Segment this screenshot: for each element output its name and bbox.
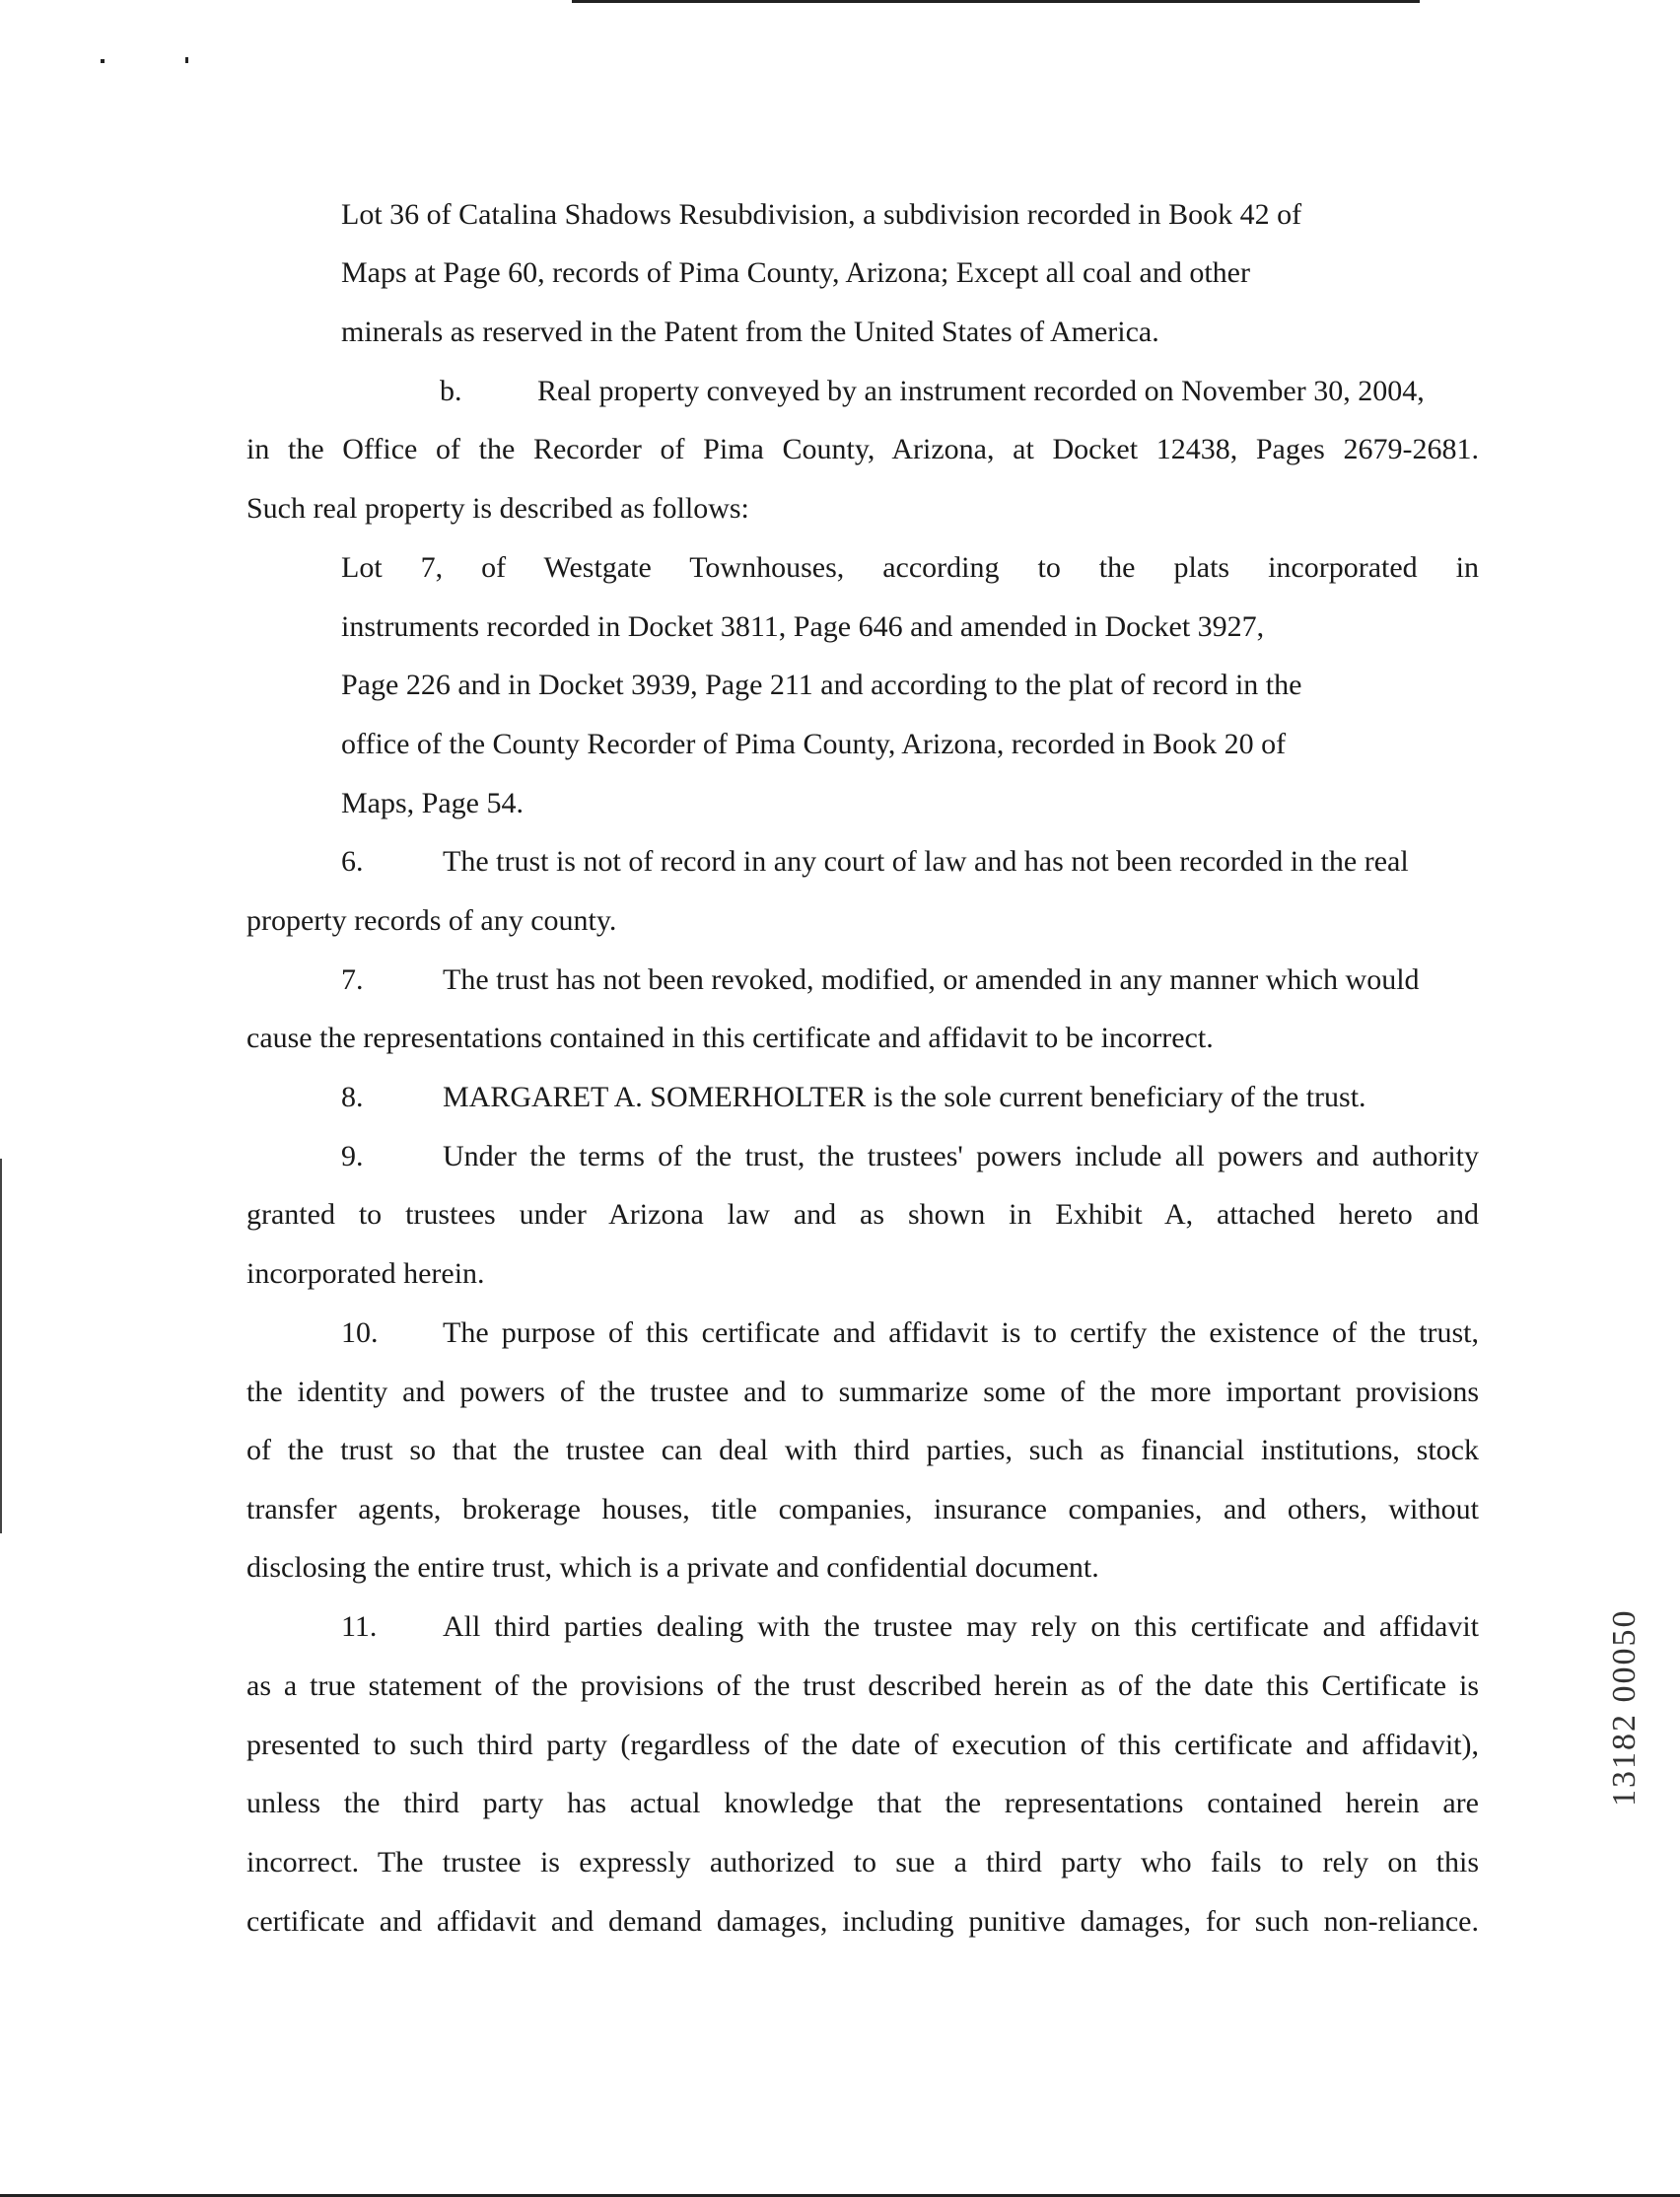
item-11-line-6: certificate and affidavit and demand damages, including punitive damages, for such non-reliance.	[246, 1905, 1479, 1938]
legal-desc-b-line-3: Page 226 and in Docket 3939, Page 211 and according to the plat of record in the	[341, 669, 1302, 701]
legal-desc-b-line-5: Maps, Page 54.	[341, 787, 524, 819]
item-7-line-2: cause the representations contained in this certificate and affidavit to be incorrect.	[246, 1022, 1214, 1054]
paragraph-b-line-1: Real property conveyed by an instrument recorded on November 30, 2004,	[537, 375, 1425, 407]
legal-desc-a-line-1: Lot 36 of Catalina Shadows Resubdivision, a subdivision recorded in Book 42 of	[341, 198, 1302, 231]
paragraph-b-line-3: Such real property is described as follows:	[246, 492, 749, 525]
item-6-line-1: The trust is not of record in any court of law and has not been recorded in the real	[443, 845, 1409, 878]
paragraph-b-marker: b.	[440, 375, 462, 407]
item-6-number: 6.	[341, 845, 364, 878]
legal-desc-b-line-2: instruments recorded in Docket 3811, Page 646 and amended in Docket 3927,	[341, 610, 1265, 643]
item-8-line-1: MARGARET A. SOMERHOLTER is the sole current beneficiary of the trust.	[443, 1081, 1366, 1113]
item-11-line-3: presented to such third party (regardless of the date of execution of this certificate and affidavit),	[246, 1729, 1479, 1761]
item-11-line-2: as a true statement of the provisions of the trust described herein as of the date this Certificate is	[246, 1669, 1479, 1702]
item-6-line-2: property records of any county.	[246, 904, 617, 937]
item-8-number: 8.	[341, 1081, 364, 1113]
item-10-line-3: of the trust so that the trustee can deal with third parties, such as financial institutions, stock	[246, 1434, 1479, 1466]
item-11-line-5: incorrect. The trustee is expressly authorized to sue a third party who fails to rely on this	[246, 1846, 1479, 1878]
item-10-line-2: the identity and powers of the trustee and to summarize some of the more important provisions	[246, 1376, 1479, 1408]
scan-speck	[101, 59, 105, 63]
item-7-number: 7.	[341, 963, 364, 996]
legal-desc-a-line-2: Maps at Page 60, records of Pima County, Arizona; Except all coal and other	[341, 256, 1250, 289]
item-10-number: 10.	[341, 1316, 379, 1349]
item-9-line-2: granted to trustees under Arizona law and as shown in Exhibit A, attached hereto and	[246, 1198, 1479, 1231]
item-10-line-5: disclosing the entire trust, which is a private and confidential document.	[246, 1551, 1099, 1584]
item-11-number: 11.	[341, 1610, 378, 1643]
item-11-line-4: unless the third party has actual knowledge that the representations contained herein are	[246, 1787, 1479, 1819]
recording-stamp: 13182 00050	[1606, 1608, 1643, 1807]
scan-top-edge	[572, 0, 1420, 3]
item-11-line-1: All third parties dealing with the trustee may rely on this certificate and affidavit	[443, 1610, 1479, 1643]
item-10-line-1: The purpose of this certificate and affidavit is to certify the existence of the trust,	[443, 1316, 1479, 1349]
scan-speck	[185, 57, 188, 63]
item-9-number: 9.	[341, 1140, 364, 1172]
paragraph-b-line-2: in the Office of the Recorder of Pima County, Arizona, at Docket 12438, Pages 2679-2681.	[246, 433, 1479, 465]
scan-left-edge	[0, 1159, 2, 1533]
item-9-line-3: incorporated herein.	[246, 1257, 485, 1290]
item-10-line-4: transfer agents, brokerage houses, title companies, insurance companies, and others, without	[246, 1493, 1479, 1525]
legal-desc-a-line-3: minerals as reserved in the Patent from the United States of America.	[341, 316, 1159, 348]
legal-desc-b-line-4: office of the County Recorder of Pima County, Arizona, recorded in Book 20 of	[341, 728, 1287, 760]
legal-desc-b-line-1: Lot 7, of Westgate Townhouses, according to the plats incorporated in	[341, 551, 1479, 584]
item-9-line-1: Under the terms of the trust, the trustees' powers include all powers and authority	[443, 1140, 1479, 1172]
item-7-line-1: The trust has not been revoked, modified, or amended in any manner which would	[443, 963, 1420, 996]
